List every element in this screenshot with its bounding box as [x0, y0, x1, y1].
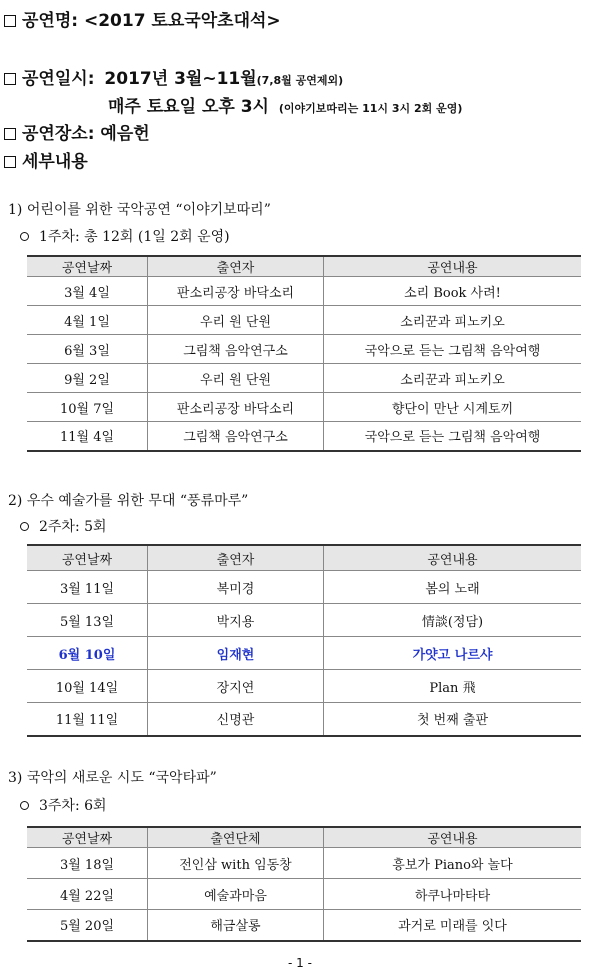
- schedule-time-note: (이야기보따리는 11시 3시 2회 운영): [278, 102, 463, 115]
- table-cell: 향단이 만난 시계토끼: [324, 393, 582, 422]
- table-cell: 3월 4일: [27, 277, 148, 306]
- schedule-value: 2017년 3월~11월: [104, 69, 257, 89]
- table-row: [27, 393, 581, 422]
- table-header-row: [27, 256, 581, 277]
- schedule-line2: [108, 92, 462, 117]
- table-cell: 소리꾼과 피노키오: [324, 306, 582, 335]
- section-3-sub: [20, 795, 107, 815]
- table-cell: 국악으로 듣는 그림책 음악여행: [324, 422, 582, 451]
- table-cell: 5월 13일: [27, 604, 148, 637]
- checkbox-square-icon: [4, 15, 16, 27]
- table-cell: 11월 11일: [27, 703, 148, 736]
- table-row: [27, 879, 581, 910]
- circle-bullet-icon: [20, 801, 29, 810]
- table-row: [27, 277, 581, 306]
- column-header: 공연내용: [324, 545, 582, 571]
- column-header: 공연내용: [324, 256, 582, 277]
- checkbox-square-icon: [4, 128, 16, 140]
- table-cell: 가얏고 나르샤: [324, 637, 582, 670]
- section-1-table: [27, 255, 581, 452]
- table-cell: 4월 22일: [27, 879, 148, 910]
- table-row: [27, 670, 581, 703]
- column-header: 공연날짜: [27, 545, 148, 571]
- table-cell: 3월 11일: [27, 571, 148, 604]
- table-header-row: [27, 545, 581, 571]
- table-cell: 소리 Book 사려!: [324, 277, 582, 306]
- table-row: [27, 422, 581, 451]
- section-2-title: 2) 우수 예술가를 위한 무대 “풍류마루”: [8, 493, 249, 509]
- table-row: [27, 604, 581, 637]
- circle-bullet-icon: [20, 232, 29, 241]
- schedule-time: 매주 토요일 오후 3시: [108, 97, 269, 117]
- checkbox-square-icon: [4, 73, 16, 85]
- venue-header: [4, 119, 150, 144]
- checkbox-square-icon: [4, 156, 16, 168]
- table-cell: 박지용: [148, 604, 324, 637]
- schedule-header: [4, 64, 343, 89]
- table-row-highlighted: [27, 637, 581, 670]
- details-header: [4, 147, 88, 172]
- table-cell: 10월 7일: [27, 393, 148, 422]
- column-header: 출연자: [148, 256, 324, 277]
- table-cell: 소리꾼과 피노키오: [324, 364, 582, 393]
- table-cell: 그림책 음악연구소: [148, 422, 324, 451]
- performance-title: 공연명: <2017 토요국악초대석>: [22, 11, 281, 31]
- title-header: [4, 6, 281, 31]
- schedule-note: (7,8월 공연제외): [256, 74, 344, 87]
- section-2-table: [27, 544, 581, 737]
- table-cell: 국악으로 듣는 그림책 음악여행: [324, 335, 582, 364]
- table-cell: 5월 20일: [27, 910, 148, 941]
- table-cell: 전인삼 with 임동창: [148, 848, 324, 879]
- table-cell: 11월 4일: [27, 422, 148, 451]
- table-cell: 장지연: [148, 670, 324, 703]
- table-cell: 흥보가 Piano와 놀다: [324, 848, 582, 879]
- table-cell: 그림책 음악연구소: [148, 335, 324, 364]
- column-header: 공연날짜: [27, 256, 148, 277]
- table-cell: Plan 飛: [324, 670, 582, 703]
- section-2-sub: [20, 516, 107, 536]
- schedule-label: 공연일시:: [22, 69, 95, 89]
- table-row: [27, 306, 581, 335]
- column-header: 출연자: [148, 545, 324, 571]
- table-cell: 3월 18일: [27, 848, 148, 879]
- table-cell: 10월 14일: [27, 670, 148, 703]
- table-cell: 신명관: [148, 703, 324, 736]
- table-cell: 情談(정담): [324, 604, 582, 637]
- table-row: [27, 848, 581, 879]
- table-cell: 해금살롱: [148, 910, 324, 941]
- table-cell: 판소리공장 바닥소리: [148, 393, 324, 422]
- table-cell: 판소리공장 바닥소리: [148, 277, 324, 306]
- table-row: [27, 571, 581, 604]
- details-text: 세부내용: [22, 152, 88, 172]
- table-cell: 봄의 노래: [324, 571, 582, 604]
- table-cell: 임재현: [148, 637, 324, 670]
- circle-bullet-icon: [20, 522, 29, 531]
- section-3-title: 3) 국악의 새로운 시도 “국악타파”: [8, 770, 217, 786]
- column-header: 출연단체: [148, 827, 324, 848]
- table-row: [27, 335, 581, 364]
- column-header: 공연날짜: [27, 827, 148, 848]
- page-number: - 1 -: [288, 956, 312, 970]
- section-3-table: [27, 826, 581, 942]
- table-header-row: [27, 827, 581, 848]
- section-1-title: 1) 어린이를 위한 국악공연 “이야기보따리”: [8, 202, 271, 218]
- table-cell: 복미경: [148, 571, 324, 604]
- section-2-sub-text: 2주차: 5회: [39, 519, 107, 535]
- table-cell: 9월 2일: [27, 364, 148, 393]
- section-3-sub-text: 3주차: 6회: [39, 798, 107, 814]
- table-row: [27, 364, 581, 393]
- table-cell: 우리 원 단원: [148, 364, 324, 393]
- table-cell: 6월 3일: [27, 335, 148, 364]
- column-header: 공연내용: [324, 827, 582, 848]
- table-row: [27, 703, 581, 736]
- section-1-sub-text: 1주차: 총 12회 (1일 2회 운영): [39, 229, 230, 245]
- venue-text: 공연장소: 예음헌: [22, 124, 150, 144]
- table-cell: 첫 번째 출판: [324, 703, 582, 736]
- table-row: [27, 910, 581, 941]
- table-cell: 4월 1일: [27, 306, 148, 335]
- table-cell: 예술과마음: [148, 879, 324, 910]
- table-cell: 6월 10일: [27, 637, 148, 670]
- table-cell: 과거로 미래를 잇다: [324, 910, 582, 941]
- section-1-sub: [20, 226, 230, 246]
- table-cell: 하쿠나마타타: [324, 879, 582, 910]
- table-cell: 우리 원 단원: [148, 306, 324, 335]
